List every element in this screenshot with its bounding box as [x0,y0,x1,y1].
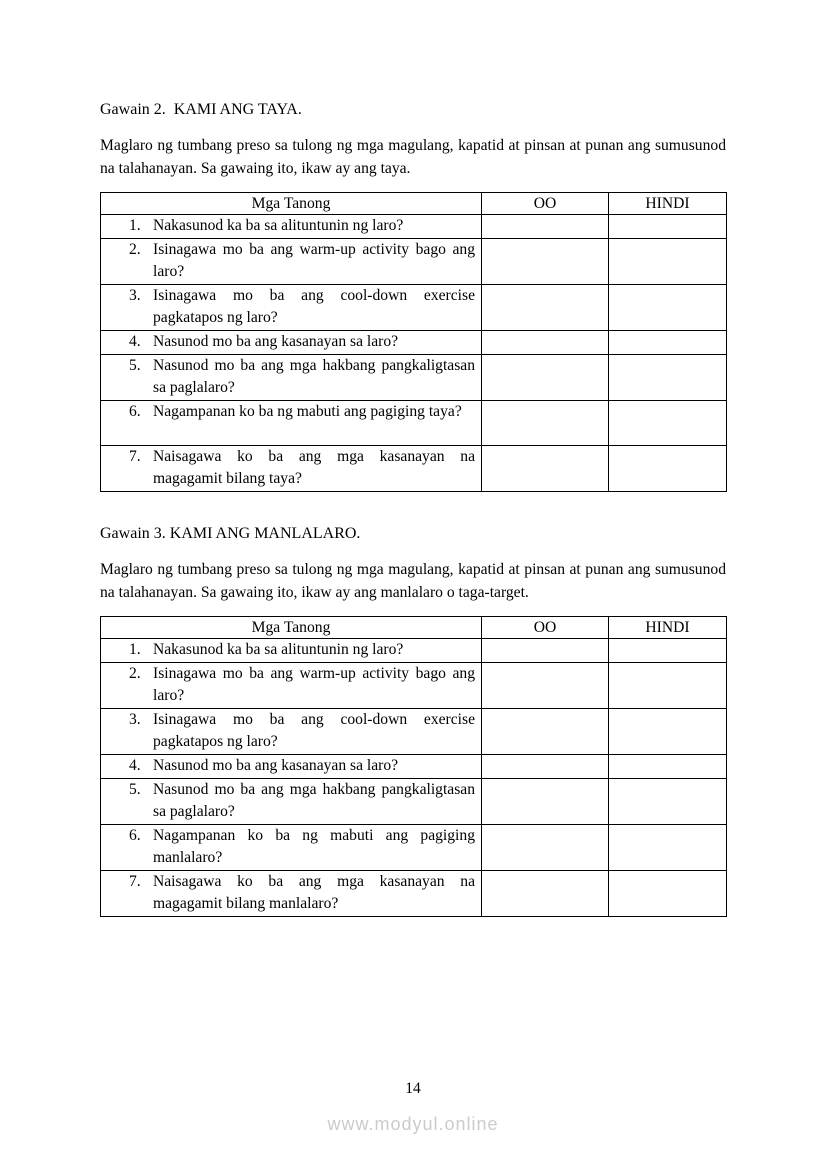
hindi-answer-cell [609,285,727,331]
oo-answer-cell [482,779,609,825]
question-text: Isinagawa mo ba ang cool-down exercise pagkatapos ng laro? [153,711,475,750]
hindi-answer-cell [609,709,727,755]
hindi-answer-cell [609,446,727,492]
question-cell [101,239,482,285]
question-text: Nasunod mo ba ang mga hakbang pangkaligtasan sa paglalaro? [153,357,475,396]
question-text: Nagampanan ko ba ng mabuti ang pagiging manlalaro? [153,827,475,866]
hindi-answer-cell [609,755,727,779]
table-row [101,663,727,709]
table-row [101,639,727,663]
hindi-answer-cell [609,239,727,285]
question-cell [101,871,482,917]
oo-answer-cell [482,215,609,239]
question-cell [101,401,482,446]
hindi-answer-cell [609,871,727,917]
oo-answer-cell [482,239,609,285]
questions-table-manlalaro [100,616,727,917]
section-heading: Gawain 2. KAMI ANG TAYA. [100,101,302,118]
question-text: Nakasunod ka ba sa alituntunin ng laro? [153,641,404,658]
oo-answer-cell [482,446,609,492]
question-number: 1. [129,641,141,658]
question-text: Nagampanan ko ba ng mabuti ang pagiging taya? [153,403,462,420]
oo-answer-cell [482,331,609,355]
section-intro: Maglaro ng tumbang preso sa tulong ng mga magulang, kapatid at pinsan at punan ang sumusunod na talahanayan. Sa gawaing ito, ikaw ay ang manlalaro o taga-target. [100,561,726,601]
question-cell [101,355,482,401]
column-header-yes: OO [482,193,609,215]
question-text: Nasunod mo ba ang mga hakbang pangkaligtasan sa paglalaro? [153,781,475,820]
question-text: Nakasunod ka ba sa alituntunin ng laro? [153,217,404,234]
question-text: Isinagawa mo ba ang warm-up activity bago ang laro? [153,241,475,280]
oo-answer-cell [482,825,609,871]
question-cell [101,709,482,755]
oo-answer-cell [482,755,609,779]
hindi-answer-cell [609,331,727,355]
question-cell [101,285,482,331]
column-header-no: HINDI [609,617,727,639]
question-cell [101,663,482,709]
table-row [101,755,727,779]
question-text: Nasunod mo ba ang kasanayan sa laro? [153,333,399,350]
question-number: 4. [129,333,141,350]
question-cell [101,331,482,355]
oo-answer-cell [482,709,609,755]
oo-answer-cell [482,639,609,663]
column-header-questions: Mga Tanong [101,193,482,215]
question-cell [101,446,482,492]
hindi-answer-cell [609,401,727,446]
oo-answer-cell [482,871,609,917]
page-content [100,100,726,917]
hindi-answer-cell [609,355,727,401]
question-number: 2. [129,241,141,258]
table-row [101,331,727,355]
question-cell [101,215,482,239]
section-gawain-2 [100,100,726,492]
question-number: 7. [129,448,141,465]
question-cell [101,755,482,779]
table-row [101,446,727,492]
section-gawain-3 [100,524,726,917]
table-header-row [101,617,727,639]
column-header-questions: Mga Tanong [101,617,482,639]
question-cell [101,639,482,663]
table-header-row [101,193,727,215]
hindi-answer-cell [609,825,727,871]
question-text: Naisagawa ko ba ang mga kasanayan na magagamit bilang manlalaro? [153,873,475,912]
question-number: 1. [129,217,141,234]
question-number: 5. [129,357,141,374]
question-number: 3. [129,287,141,304]
table-row [101,355,727,401]
question-text: Isinagawa mo ba ang cool-down exercise pagkatapos ng laro? [153,287,475,326]
oo-answer-cell [482,401,609,446]
oo-answer-cell [482,355,609,401]
question-number: 7. [129,873,141,890]
oo-answer-cell [482,285,609,331]
oo-answer-cell [482,663,609,709]
table-row [101,285,727,331]
page-number: 14 [405,1080,421,1097]
questions-table-taya [100,192,727,492]
watermark-text: www.modyul.online [327,1114,499,1134]
question-text: Naisagawa ko ba ang mga kasanayan na magagamit bilang taya? [153,448,475,487]
question-number: 6. [129,403,141,420]
column-header-no: HINDI [609,193,727,215]
question-number: 6. [129,827,141,844]
table-row [101,709,727,755]
question-number: 2. [129,665,141,682]
table-row [101,871,727,917]
question-number: 3. [129,711,141,728]
question-number: 4. [129,757,141,774]
section-heading: Gawain 3. KAMI ANG MANLALARO. [100,525,361,542]
section-intro: Maglaro ng tumbang preso sa tulong ng mga magulang, kapatid at pinsan at punan ang sumusunod na talahanayan. Sa gawaing ito, ikaw ay ang taya. [100,137,726,177]
question-text: Isinagawa mo ba ang warm-up activity bago ang laro? [153,665,475,704]
table-row [101,779,727,825]
hindi-answer-cell [609,215,727,239]
table-row [101,401,727,446]
hindi-answer-cell [609,639,727,663]
column-header-yes: OO [482,617,609,639]
question-text: Nasunod mo ba ang kasanayan sa laro? [153,757,399,774]
question-cell [101,779,482,825]
question-number: 5. [129,781,141,798]
table-row [101,239,727,285]
table-row [101,825,727,871]
question-cell [101,825,482,871]
hindi-answer-cell [609,663,727,709]
hindi-answer-cell [609,779,727,825]
table-row [101,215,727,239]
